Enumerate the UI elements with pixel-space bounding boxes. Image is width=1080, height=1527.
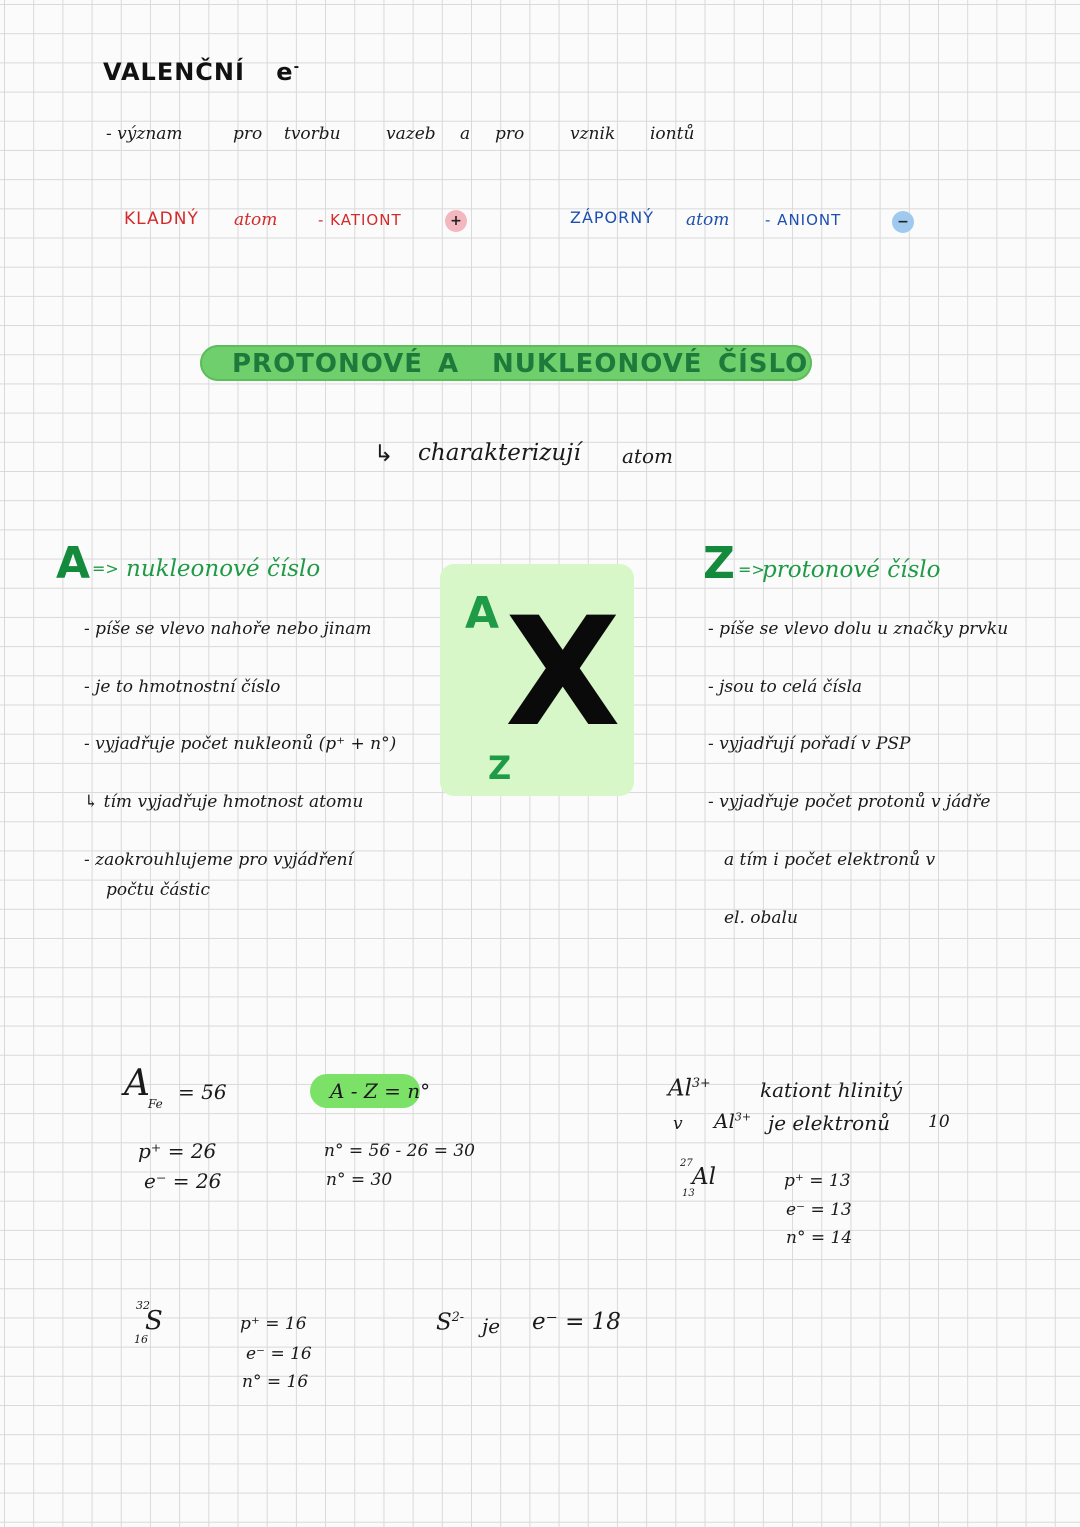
banner-word: ČÍSLO <box>718 349 809 379</box>
neutron-count: n° = 14 <box>786 1228 853 1248</box>
symbol-a: A <box>465 588 500 639</box>
mass-number: 32 <box>136 1299 150 1312</box>
arrow-icon: ↳ <box>374 441 394 467</box>
note-line: - vyjadřuje počet protonů v jádře <box>708 792 991 812</box>
note-line: a tím i počet elektronů v <box>724 850 936 870</box>
negative-label: ZÁPORNÝ <box>570 208 655 227</box>
nucleon-title: nukleonové číslo <box>126 556 321 582</box>
sulfide-ion: $S^{2-}$ <box>436 1309 465 1336</box>
s-symbol: S <box>145 1306 163 1336</box>
note-line: počtu částic <box>106 880 210 900</box>
atom-word: atom <box>234 210 278 230</box>
word: charakterizují <box>418 440 581 466</box>
plus-icon: + <box>445 210 467 232</box>
electron-count: e⁻ = 26 <box>144 1169 222 1193</box>
note-line: el. obalu <box>724 908 798 928</box>
note-line: - píše se vlevo nahoře nebo jinam <box>84 619 372 639</box>
neutron-calc: n° = 56 - 26 = 30 <box>324 1141 475 1161</box>
z-letter: Z <box>703 538 735 589</box>
positive-label: KLADNÝ <box>124 209 199 229</box>
proton-count: p⁺ = 13 <box>784 1171 851 1191</box>
proton-number: 16 <box>134 1333 148 1346</box>
note-line: - vyjadřuje počet nukleonů (p⁺ + n°) <box>84 734 397 754</box>
section-title <box>103 60 300 84</box>
mass-number: 27 <box>680 1158 693 1169</box>
proton-number: 13 <box>682 1188 695 1199</box>
note-line: - jsou to celá čísla <box>708 677 863 697</box>
note-line: - je to hmotnostní číslo <box>84 677 281 697</box>
proton-count: p⁺ = 26 <box>138 1139 217 1163</box>
banner-word: PROTONOVÉ <box>232 349 424 379</box>
note-line: - zaokrouhlujeme pro vyjádření <box>84 850 354 870</box>
cation-name: kationt hlinitý <box>760 1078 903 1102</box>
electron-symbol: e- <box>276 58 301 86</box>
neutron-formula: A - Z = n° <box>330 1079 431 1103</box>
proton-title: protonové číslo <box>762 557 941 583</box>
proton-count: p⁺ = 16 <box>240 1314 307 1334</box>
symbol-z: Z <box>488 749 512 787</box>
electron-phrase: je elektronů <box>768 1111 890 1135</box>
note-line: - vyjadřují pořadí v PSP <box>708 734 911 754</box>
fe-subscript: Fe <box>148 1097 163 1111</box>
word: je <box>482 1314 501 1338</box>
word: pro <box>233 124 263 144</box>
note-line: - píše se vlevo dolu u značky prvku <box>708 619 1009 639</box>
neutron-count: n° = 16 <box>242 1372 309 1392</box>
word: atom <box>622 444 673 468</box>
word: iontů <box>650 124 695 144</box>
neutron-result: n° = 30 <box>326 1170 393 1190</box>
atom-word: atom <box>686 210 730 230</box>
a-symbol: A <box>124 1063 150 1104</box>
value: = 56 <box>178 1080 227 1104</box>
note-line: ↳ tím vyjadřuje hmotnost atomu <box>84 792 364 812</box>
symbol-x: X <box>505 586 621 760</box>
al-ion-inline: $Al^{3+}$ <box>714 1109 752 1133</box>
word: vznik <box>570 124 616 144</box>
al-symbol: Al <box>692 1164 716 1190</box>
anion-label: - ANIONT <box>765 211 842 229</box>
arrow-icon: => <box>92 559 119 578</box>
section-title-text: VALENČNÍ <box>103 58 245 86</box>
electron-value: 10 <box>928 1112 950 1132</box>
electron-count: e⁻ = 18 <box>532 1309 621 1335</box>
banner-word: NUKLEONOVÉ <box>492 349 703 379</box>
cation-label: - KATIONT <box>318 211 402 229</box>
electron-count: e⁻ = 13 <box>786 1200 852 1220</box>
al-ion: $Al^{3+}$ <box>668 1075 711 1102</box>
section-banner <box>200 345 812 381</box>
word: - význam <box>106 124 183 144</box>
word: a <box>460 124 471 144</box>
arrow-icon: => <box>738 560 765 579</box>
word: pro <box>495 124 525 144</box>
word: vazeb <box>386 124 436 144</box>
word: tvorbu <box>284 124 341 144</box>
word: v <box>673 1114 683 1134</box>
minus-icon: − <box>892 211 914 233</box>
electron-count: e⁻ = 16 <box>246 1344 312 1364</box>
a-letter: A <box>56 538 91 589</box>
banner-word: A <box>438 349 460 379</box>
